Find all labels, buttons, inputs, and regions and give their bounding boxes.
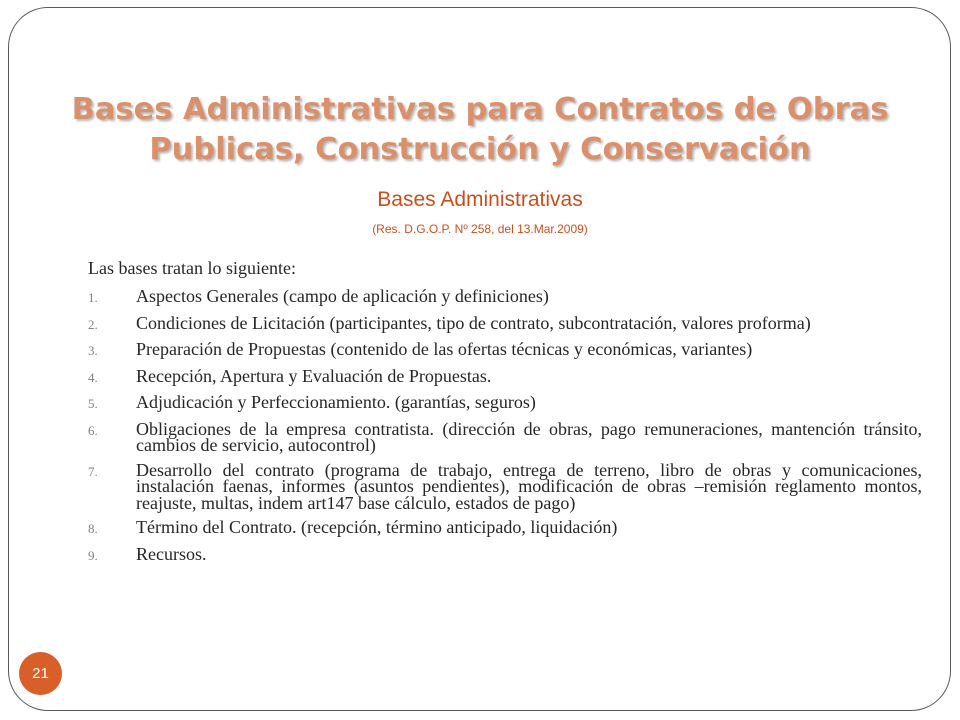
list-item-text: Aspectos Generales (campo de aplicación y definiciones) (136, 286, 549, 306)
list-item-text: Preparación de Propuestas (contenido de las ofertas técnicas y económicas, variantes) (136, 339, 753, 359)
slide-title (40, 90, 920, 170)
list-item (88, 519, 922, 538)
list-item (88, 543, 922, 565)
page-number-badge: 21 (19, 652, 62, 695)
list-item (88, 288, 922, 307)
list-item-text: Desarrollo del contrato (programa de trabajo, entrega de terreno, libro de obras y comunicaciones, instalación faenas, informes (asuntos pendientes), modificación de obras –remisión reglamento montos, reajuste, multas, indem art147 base cálculo, estados de pago) (136, 459, 922, 513)
title-line-2: Publicas, Construcción y Conservación (149, 132, 811, 167)
slide-subtitle: Bases Administrativas (377, 188, 583, 211)
list-item-text: Obligaciones de la empresa contratista. (dirección de obras, pago remuneraciones, mantención tránsito, cambios de servicio, autocontrol) (136, 418, 922, 455)
resolution-reference: (Res. D.G.O.P. Nº 258, del 13.Mar.2009) (372, 222, 588, 236)
list-item (88, 394, 922, 413)
list-item-text: Adjudicación y Perfeccionamiento. (garantías, seguros) (136, 392, 536, 412)
list-item-number: 2. (88, 316, 98, 332)
topics-list (88, 288, 922, 572)
list-item-number: 7. (88, 463, 98, 479)
intro-text: Las bases tratan lo siguiente: (88, 258, 296, 278)
list-item-text: Término del Contrato. (recepción, término anticipado, liquidación) (136, 517, 618, 537)
list-item-number: 6. (88, 422, 98, 438)
list-item-text: Recursos. (136, 543, 207, 564)
list-item-number: 1. (88, 290, 98, 305)
title-line-1: Bases Administrativas para Contratos de Obras (71, 92, 889, 127)
list-item (88, 341, 922, 360)
list-item (88, 459, 922, 513)
list-item-number: 4. (88, 369, 98, 385)
list-item-number: 3. (88, 343, 98, 358)
list-item-number: 9. (88, 547, 98, 563)
list-item (88, 418, 922, 455)
list-item (88, 312, 922, 334)
list-item-number: 8. (88, 521, 98, 536)
list-item-text: Condiciones de Licitación (participantes, tipo de contrato, subcontratación, valores proforma) (136, 312, 811, 333)
list-item-text: Recepción, Apertura y Evaluación de Propuestas. (136, 365, 492, 386)
list-item-number: 5. (88, 396, 98, 411)
list-item (88, 365, 922, 387)
